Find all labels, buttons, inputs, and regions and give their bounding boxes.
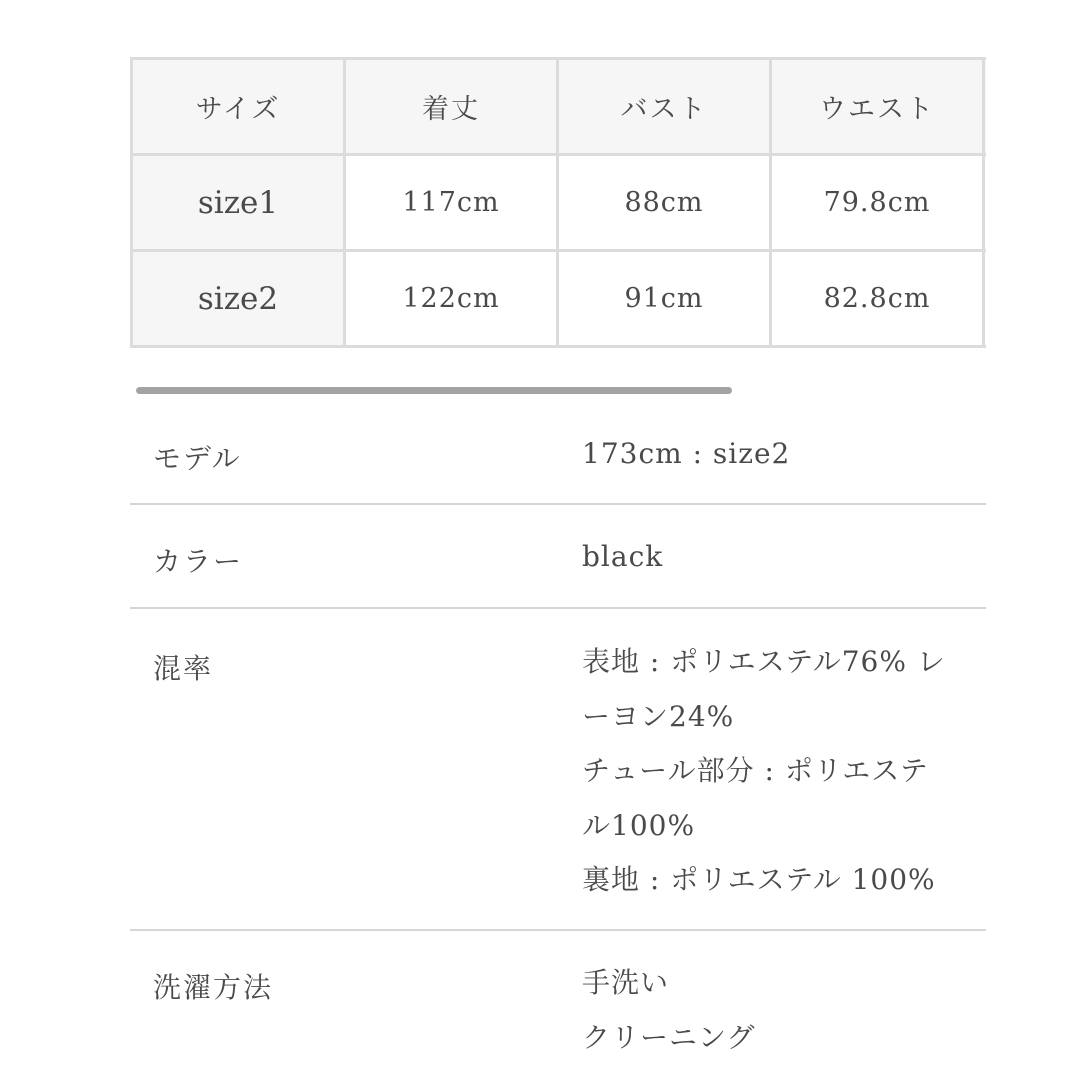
spec-label-composition: 混率 [153, 652, 214, 685]
header-hidden-column [984, 59, 987, 155]
spec-value-line: 表地 : ポリエステル76% レ [582, 645, 946, 678]
spec-value-line: 裏地 : ポリエステル 100% [582, 863, 936, 896]
table-header-row [132, 59, 987, 155]
header-length: 着丈 [345, 59, 558, 155]
cell-bust: 91cm [558, 251, 771, 347]
spec-row-color [130, 505, 986, 609]
cell-waist: 82.8cm [771, 251, 984, 347]
spec-row-composition [130, 609, 986, 931]
size-table [130, 57, 986, 348]
cell-bust: 88cm [558, 155, 771, 251]
header-bust: バスト [558, 59, 771, 155]
spec-label-color: カラー [153, 545, 244, 578]
spec-value-line: black [582, 540, 664, 573]
row-size-label: size2 [132, 251, 345, 347]
spec-value-line: ル100% [582, 808, 696, 842]
cell-hidden [984, 155, 987, 251]
spec-values-composition [582, 635, 982, 908]
spec-value-line: チュール部分 : ポリエステ [582, 754, 929, 787]
spec-values-color [582, 530, 982, 585]
size-table-container[interactable] [130, 57, 986, 353]
spec-label-washing: 洗濯方法 [153, 971, 274, 1004]
cell-length: 117cm [345, 155, 558, 251]
row-size-label: size1 [132, 155, 345, 251]
spec-value-line: 173cm : size2 [582, 437, 791, 470]
header-size: サイズ [132, 59, 345, 155]
spec-row-model [130, 408, 986, 505]
scrollbar-thumb[interactable] [136, 387, 732, 394]
spec-value-line: ーヨン24% [582, 699, 735, 733]
table-row [132, 155, 987, 251]
spec-row-washing [130, 931, 986, 1080]
cell-length: 122cm [345, 251, 558, 347]
spec-value-line: クリーニング [582, 1020, 756, 1054]
spec-value-line: 手洗い [582, 966, 670, 999]
cell-hidden [984, 251, 987, 347]
spec-values-model [582, 427, 982, 482]
header-waist: ウエスト [771, 59, 984, 155]
cell-waist: 79.8cm [771, 155, 984, 251]
spec-values-washing [582, 956, 982, 1065]
table-row [132, 251, 987, 347]
horizontal-scrollbar[interactable] [136, 386, 986, 396]
spec-label-model: モデル [153, 442, 242, 475]
